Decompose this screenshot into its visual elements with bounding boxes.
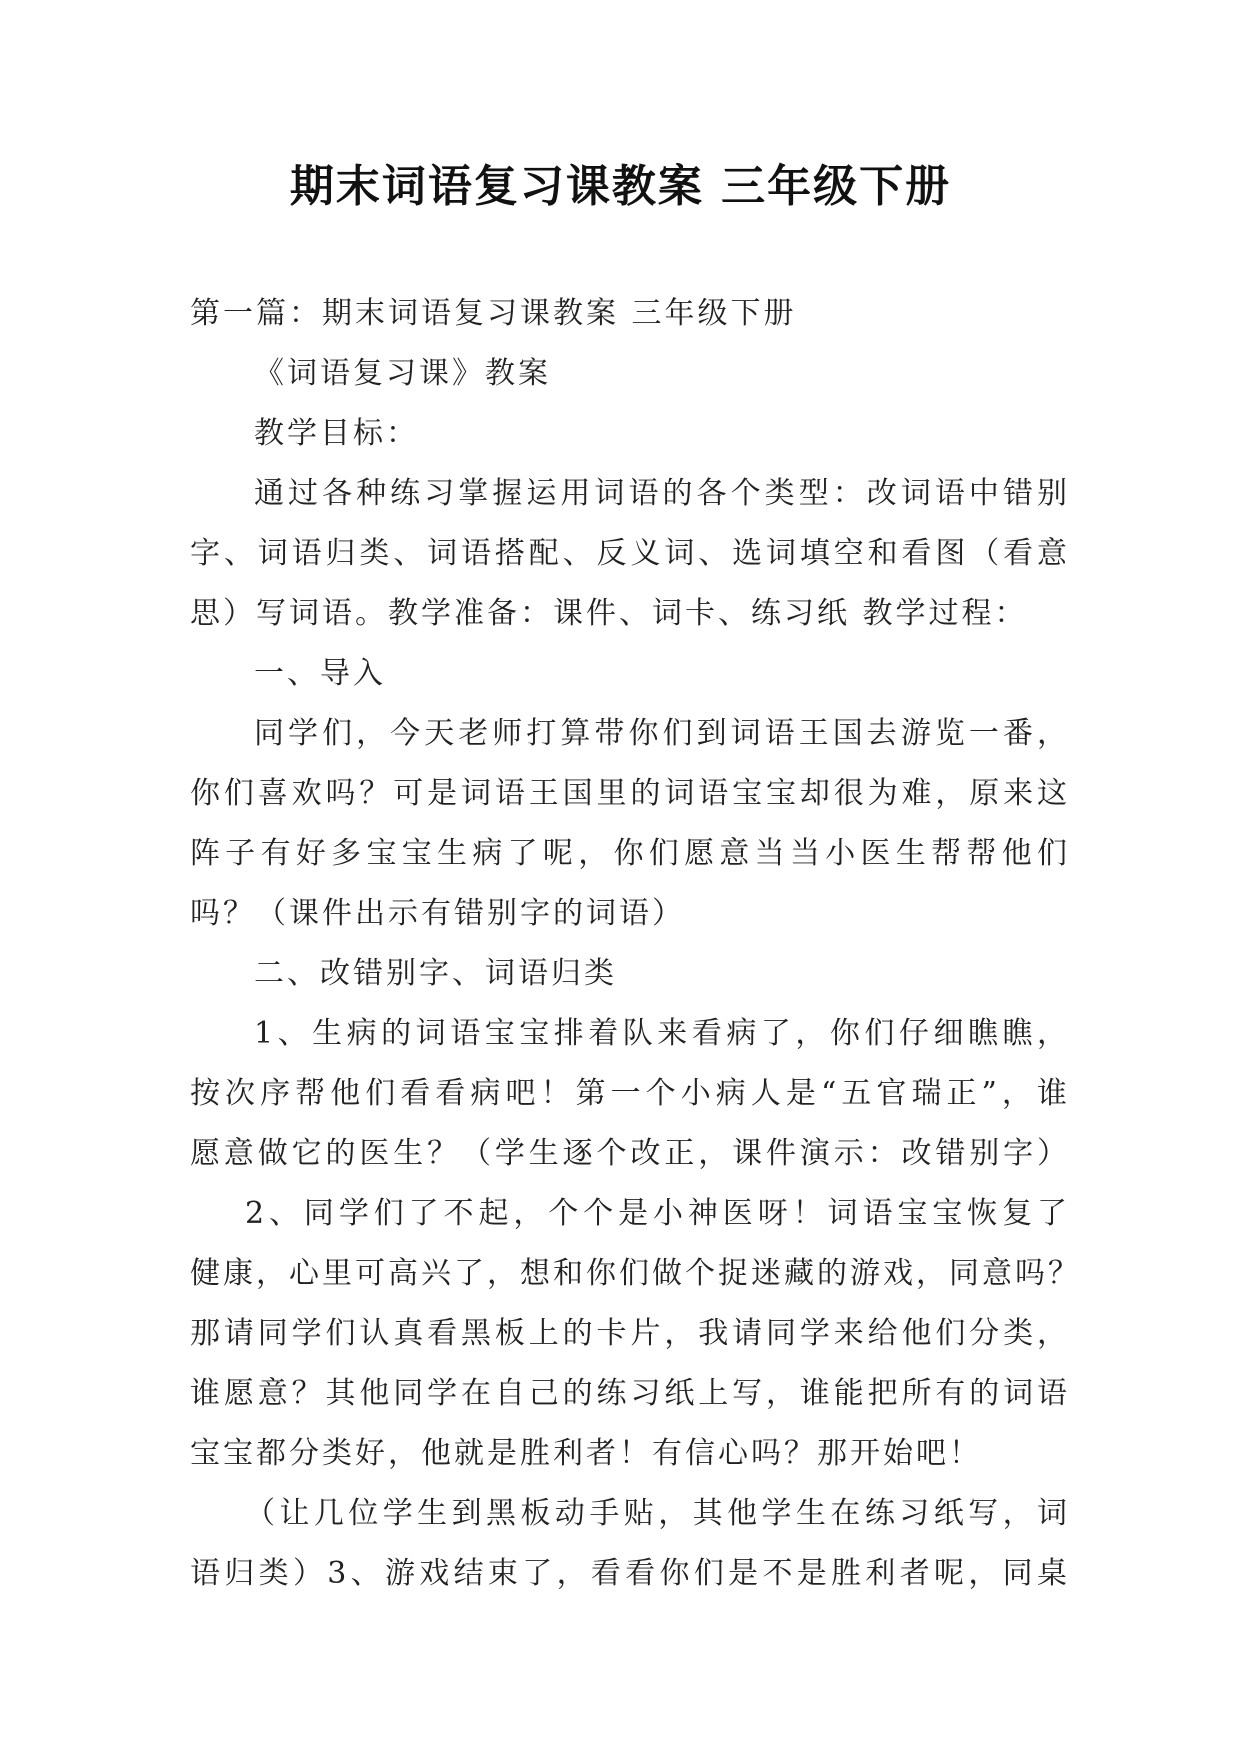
- paragraph-line: 教学目标：: [254, 416, 419, 451]
- paragraph-line: 健康，心里可高兴了，想和你们做个捉迷藏的游戏，同意吗？: [190, 1256, 1081, 1291]
- paragraph-line: 1、生病的词语宝宝排着队来看病了，你们仔细瞧瞧，: [254, 1016, 1070, 1051]
- paragraph-line: 二、改错别字、词语归类: [254, 956, 617, 991]
- section-heading: 第一篇：期末词语复习课教案 三年级下册: [190, 296, 797, 331]
- paragraph-line: 同学们，今天老师打算带你们到词语王国去游览一番，: [254, 716, 1070, 751]
- paragraph-line: 2、同学们了不起，个个是小神医呀！词语宝宝恢复了: [245, 1196, 1070, 1231]
- paragraph-line: 吗？（课件出示有错别字的词语）: [190, 896, 685, 931]
- paragraph-line: 你们喜欢吗？可是词语王国里的词语宝宝却很为难，原来这: [190, 776, 1070, 811]
- paragraph-line: 阵子有好多宝宝生病了呢，你们愿意当当小医生帮帮他们: [190, 836, 1070, 871]
- paragraph-line: 按次序帮他们看看病吧！第一个小病人是“五官瑞正”，谁: [190, 1076, 1070, 1111]
- paragraph-line: 谁愿意？其他同学在自己的练习纸上写，谁能把所有的词语: [190, 1376, 1070, 1411]
- paragraph-line: 思）写词语。教学准备：课件、词卡、练习纸 教学过程：: [190, 596, 1028, 631]
- paragraph-line: 一、导入: [254, 656, 386, 691]
- paragraph-line: 语归类）3、游戏结束了，看看你们是不是胜利者呢，同桌: [190, 1556, 1070, 1591]
- paragraph-line: 字、词语归类、词语搭配、反义词、选词填空和看图（看意: [190, 536, 1070, 571]
- paragraph-line: 宝宝都分类好，他就是胜利者！有信心吗？那开始吧！: [190, 1436, 982, 1471]
- paragraph-line: （让几位学生到黑板动手贴，其他学生在练习纸写，词: [245, 1496, 1070, 1531]
- paragraph-line: 《词语复习课》教案: [254, 356, 551, 391]
- paragraph-line: 通过各种练习掌握运用词语的各个类型：改词语中错别: [254, 476, 1070, 511]
- paragraph-line: 愿意做它的医生？（学生逐个改正，课件演示：改错别字）: [190, 1136, 1070, 1171]
- paragraph-line: 那请同学们认真看黑板上的卡片，我请同学来给他们分类，: [190, 1316, 1070, 1351]
- document-title: 期末词语复习课教案 三年级下册: [289, 161, 952, 212]
- document-body: [190, 284, 1081, 1604]
